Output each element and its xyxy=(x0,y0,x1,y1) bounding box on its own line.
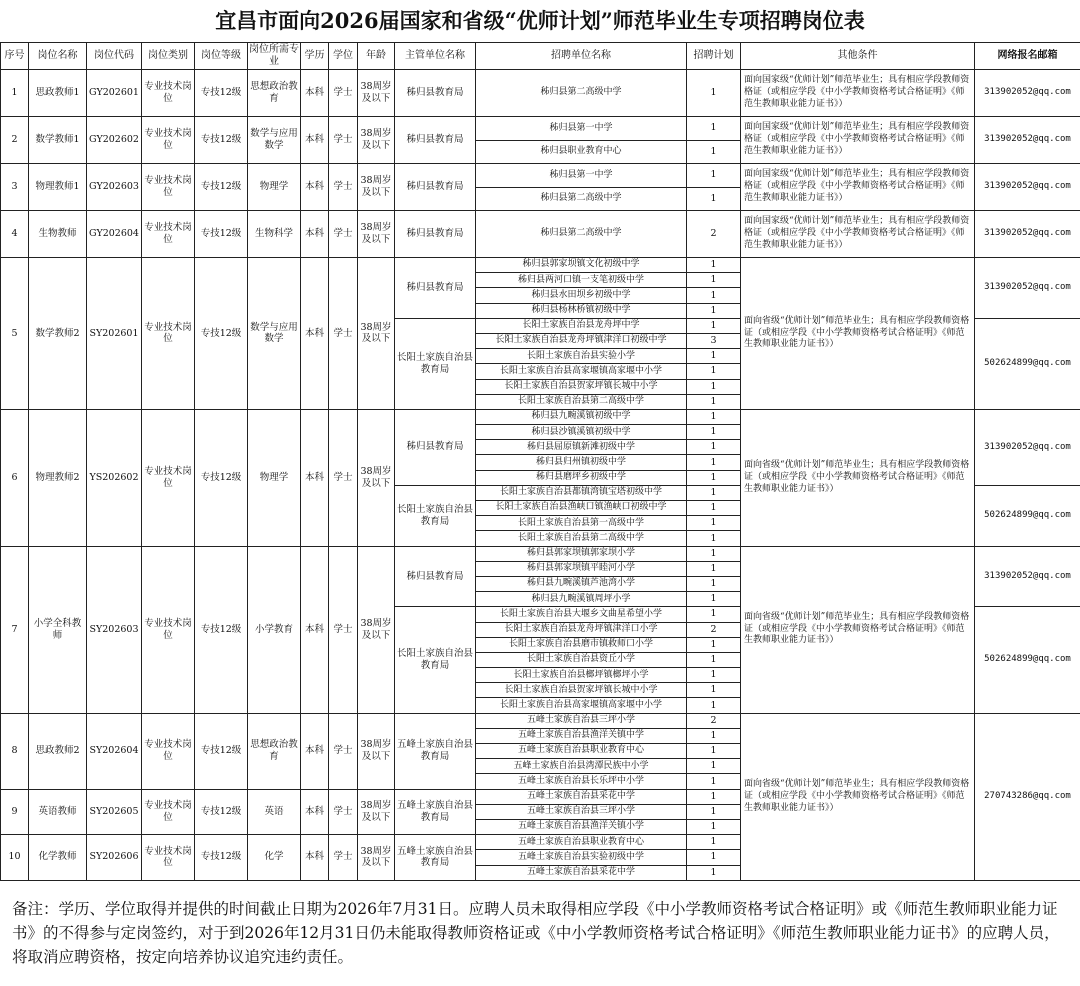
plan-count: 1 xyxy=(687,164,741,188)
table-row xyxy=(1,211,1080,258)
header-row xyxy=(1,43,1080,70)
post-age: 38周岁及以下 xyxy=(358,211,395,258)
post-category: 专业技术岗位 xyxy=(142,546,195,713)
post-degree: 学士 xyxy=(329,258,358,410)
post-no: 10 xyxy=(1,835,29,881)
employer-name: 秭归县水田坝乡初级中学 xyxy=(476,288,687,303)
header-age: 年龄 xyxy=(358,43,395,70)
post-no: 4 xyxy=(1,211,29,258)
employer-name: 长阳土家族自治县资丘小学 xyxy=(476,652,687,667)
plan-count: 1 xyxy=(687,804,741,819)
post-education: 本科 xyxy=(301,409,329,546)
department-name: 五峰土家族自治县教育局 xyxy=(395,835,476,881)
plan-count: 1 xyxy=(687,470,741,485)
department-name: 秭归县教育局 xyxy=(395,546,476,607)
header-no: 序号 xyxy=(1,43,29,70)
email: 313902052@qq.com xyxy=(975,258,1080,319)
employer-name: 长阳土家族自治县实验小学 xyxy=(476,349,687,364)
post-code: GY202602 xyxy=(87,117,142,164)
plan-count: 1 xyxy=(687,683,741,698)
email: 313902052@qq.com xyxy=(975,164,1080,211)
employer-name: 秭归县第一中学 xyxy=(476,164,687,188)
post-code: YS202602 xyxy=(87,409,142,546)
department-name: 长阳土家族自治县教育局 xyxy=(395,485,476,546)
other-conditions: 面向省级“优师计划”师范毕业生；具有相应学段教师资格证（或相应学段《中小学教师资格考试合格证明》《师范生教师职业能力证书》） xyxy=(741,409,975,546)
header-education: 学历 xyxy=(301,43,329,70)
table-row xyxy=(1,546,1080,561)
post-education: 本科 xyxy=(301,713,329,789)
plan-count: 1 xyxy=(687,409,741,424)
post-age: 38周岁及以下 xyxy=(358,546,395,713)
post-level: 专技12级 xyxy=(195,409,248,546)
email: 313902052@qq.com xyxy=(975,211,1080,258)
post-age: 38周岁及以下 xyxy=(358,713,395,789)
employer-name: 五峰土家族自治县渔洋关镇小学 xyxy=(476,819,687,834)
table-row xyxy=(1,70,1080,117)
plan-count: 1 xyxy=(687,652,741,667)
plan-count: 1 xyxy=(687,668,741,683)
plan-count: 1 xyxy=(687,379,741,394)
header-employer: 招聘单位名称 xyxy=(476,43,687,70)
table-row xyxy=(1,164,1080,188)
plan-count: 1 xyxy=(687,273,741,288)
post-category: 专业技术岗位 xyxy=(142,258,195,410)
post-name: 物理教师1 xyxy=(29,164,87,211)
post-code: GY202601 xyxy=(87,70,142,117)
email: 502624899@qq.com xyxy=(975,318,1080,409)
post-major: 数学与应用数学 xyxy=(248,117,301,164)
plan-count: 1 xyxy=(687,561,741,576)
employer-name: 秭归县第二高级中学 xyxy=(476,70,687,117)
post-category: 专业技术岗位 xyxy=(142,713,195,789)
plan-count: 1 xyxy=(687,698,741,713)
other-conditions: 面向国家级“优师计划”师范毕业生；具有相应学段教师资格证（或相应学段《中小学教师资格考试合格证明》《师范生教师职业能力证书》） xyxy=(741,211,975,258)
post-education: 本科 xyxy=(301,117,329,164)
post-level: 专技12级 xyxy=(195,713,248,789)
post-level: 专技12级 xyxy=(195,546,248,713)
post-major: 化学 xyxy=(248,835,301,881)
employer-name: 长阳土家族自治县渔峡口镇渔峡口初级中学 xyxy=(476,501,687,516)
post-degree: 学士 xyxy=(329,70,358,117)
post-code: GY202603 xyxy=(87,164,142,211)
post-code: SY202603 xyxy=(87,546,142,713)
post-name: 思政教师2 xyxy=(29,713,87,789)
plan-count: 1 xyxy=(687,440,741,455)
post-level: 专技12级 xyxy=(195,70,248,117)
employer-name: 秭归县第二高级中学 xyxy=(476,187,687,211)
email: 502624899@qq.com xyxy=(975,485,1080,546)
department-name: 秭归县教育局 xyxy=(395,409,476,485)
post-degree: 学士 xyxy=(329,546,358,713)
employer-name: 秭归县归州镇初级中学 xyxy=(476,455,687,470)
plan-count: 1 xyxy=(687,364,741,379)
post-age: 38周岁及以下 xyxy=(358,164,395,211)
employer-name: 长阳土家族自治县榔坪镇榔坪小学 xyxy=(476,668,687,683)
post-major: 生物科学 xyxy=(248,211,301,258)
plan-count: 1 xyxy=(687,728,741,743)
employer-name: 五峰土家族自治县三坪小学 xyxy=(476,804,687,819)
post-category: 专业技术岗位 xyxy=(142,70,195,117)
plan-count: 1 xyxy=(687,303,741,318)
employer-name: 秭归县郭家坝镇文化初级中学 xyxy=(476,258,687,273)
post-major: 数学与应用数学 xyxy=(248,258,301,410)
plan-count: 1 xyxy=(687,759,741,774)
post-age: 38周岁及以下 xyxy=(358,117,395,164)
plan-count: 1 xyxy=(687,501,741,516)
post-major: 思想政治教育 xyxy=(248,713,301,789)
header-conditions: 其他条件 xyxy=(741,43,975,70)
header-post-level: 岗位等级 xyxy=(195,43,248,70)
plan-count: 1 xyxy=(687,140,741,164)
employer-name: 秭归县两河口镇一支笔初级中学 xyxy=(476,273,687,288)
plan-count: 1 xyxy=(687,258,741,273)
employer-name: 长阳土家族自治县第一高级中学 xyxy=(476,516,687,531)
department-name: 长阳土家族自治县教育局 xyxy=(395,607,476,713)
other-conditions: 面向省级“优师计划”师范毕业生；具有相应学段教师资格证（或相应学段《中小学教师资格考试合格证明》《师范生教师职业能力证书》） xyxy=(741,713,975,880)
table-row xyxy=(1,713,1080,728)
post-major: 物理学 xyxy=(248,409,301,546)
post-level: 专技12级 xyxy=(195,117,248,164)
post-age: 38周岁及以下 xyxy=(358,835,395,881)
employer-name: 秭归县郭家坝镇平睦河小学 xyxy=(476,561,687,576)
other-conditions: 面向省级“优师计划”师范毕业生；具有相应学段教师资格证（或相应学段《中小学教师资格考试合格证明》《师范生教师职业能力证书》） xyxy=(741,546,975,713)
plan-count: 1 xyxy=(687,774,741,789)
post-education: 本科 xyxy=(301,835,329,881)
email: 313902052@qq.com xyxy=(975,70,1080,117)
post-degree: 学士 xyxy=(329,117,358,164)
plan-count: 1 xyxy=(687,288,741,303)
plan-count: 1 xyxy=(687,637,741,652)
employer-name: 五峰土家族自治县三坪小学 xyxy=(476,713,687,728)
post-name: 物理教师2 xyxy=(29,409,87,546)
post-no: 7 xyxy=(1,546,29,713)
other-conditions: 面向省级“优师计划”师范毕业生；具有相应学段教师资格证（或相应学段《中小学教师资格考试合格证明》《师范生教师职业能力证书》） xyxy=(741,258,975,410)
post-level: 专技12级 xyxy=(195,789,248,835)
post-degree: 学士 xyxy=(329,409,358,546)
department-name: 秭归县教育局 xyxy=(395,117,476,164)
employer-name: 长阳土家族自治县都镇湾镇宝塔初级中学 xyxy=(476,485,687,500)
header-degree: 学位 xyxy=(329,43,358,70)
plan-count: 1 xyxy=(687,531,741,546)
email: 270743286@qq.com xyxy=(975,713,1080,880)
post-major: 思想政治教育 xyxy=(248,70,301,117)
other-conditions: 面向国家级“优师计划”师范毕业生；具有相应学段教师资格证（或相应学段《中小学教师资格考试合格证明》《师范生教师职业能力证书》） xyxy=(741,70,975,117)
plan-count: 1 xyxy=(687,349,741,364)
employer-name: 秭归县磨坪乡初级中学 xyxy=(476,470,687,485)
plan-count: 1 xyxy=(687,516,741,531)
post-name: 数学教师1 xyxy=(29,117,87,164)
department-name: 秭归县教育局 xyxy=(395,211,476,258)
post-code: SY202606 xyxy=(87,835,142,881)
table-row xyxy=(1,409,1080,424)
employer-name: 秭归县九畹溪镇初级中学 xyxy=(476,409,687,424)
post-age: 38周岁及以下 xyxy=(358,258,395,410)
plan-count: 1 xyxy=(687,744,741,759)
post-name: 思政教师1 xyxy=(29,70,87,117)
plan-count: 1 xyxy=(687,592,741,607)
header-post-code: 岗位代码 xyxy=(87,43,142,70)
post-category: 专业技术岗位 xyxy=(142,211,195,258)
employer-name: 长阳土家族自治县第二高级中学 xyxy=(476,394,687,409)
employer-name: 秭归县第一中学 xyxy=(476,117,687,141)
employer-name: 秭归县杨林桥镇初级中学 xyxy=(476,303,687,318)
post-name: 生物教师 xyxy=(29,211,87,258)
post-age: 38周岁及以下 xyxy=(358,70,395,117)
post-education: 本科 xyxy=(301,546,329,713)
post-category: 专业技术岗位 xyxy=(142,117,195,164)
employer-name: 五峰土家族自治县采花中学 xyxy=(476,865,687,880)
employer-name: 五峰土家族自治县实验初级中学 xyxy=(476,850,687,865)
email: 502624899@qq.com xyxy=(975,607,1080,713)
post-code: GY202604 xyxy=(87,211,142,258)
post-level: 专技12级 xyxy=(195,258,248,410)
post-education: 本科 xyxy=(301,789,329,835)
footnote: 备注：学历、学位取得并提供的时间截止日期为2026年7月31日。应聘人员未取得相应学段《中小学教师资格考试合格证明》或《师范生教师职业能力证书》的不得参与定岗签约，对于到2026年12月31日仍未能取得教师资格证或《中小学教师资格考试合格证明》《师范生教师职业能力证书》的应聘人员，将取消应聘资格，按定向培养协议追究违约责任。 xyxy=(12,899,1060,966)
other-conditions: 面向国家级“优师计划”师范毕业生；具有相应学段教师资格证（或相应学段《中小学教师资格考试合格证明》《师范生教师职业能力证书》） xyxy=(741,164,975,211)
page-title: 宜昌市面向2026届国家和省级“优师计划”师范毕业生专项招聘岗位表 xyxy=(215,8,865,33)
employer-name: 秭归县屈原镇新滩初级中学 xyxy=(476,440,687,455)
header-department: 主管单位名称 xyxy=(395,43,476,70)
post-no: 2 xyxy=(1,117,29,164)
employer-name: 长阳土家族自治县龙舟坪中学 xyxy=(476,318,687,333)
plan-count: 2 xyxy=(687,622,741,637)
employer-name: 长阳土家族自治县龙舟坪镇津洋口初级中学 xyxy=(476,333,687,348)
email: 313902052@qq.com xyxy=(975,117,1080,164)
employer-name: 秭归县郭家坝镇郭家坝小学 xyxy=(476,546,687,561)
plan-count: 1 xyxy=(687,70,741,117)
plan-count: 2 xyxy=(687,211,741,258)
post-no: 9 xyxy=(1,789,29,835)
plan-count: 3 xyxy=(687,333,741,348)
plan-count: 1 xyxy=(687,455,741,470)
email: 313902052@qq.com xyxy=(975,546,1080,607)
employer-name: 长阳土家族自治县高家堰镇高家堰中小学 xyxy=(476,698,687,713)
post-education: 本科 xyxy=(301,211,329,258)
post-no: 6 xyxy=(1,409,29,546)
post-no: 1 xyxy=(1,70,29,117)
header-email: 网络报名邮箱 xyxy=(975,43,1080,70)
plan-count: 1 xyxy=(687,607,741,622)
post-major: 英语 xyxy=(248,789,301,835)
post-education: 本科 xyxy=(301,164,329,211)
department-name: 秭归县教育局 xyxy=(395,164,476,211)
employer-name: 五峰土家族自治县湾潭民族中小学 xyxy=(476,759,687,774)
header-plan: 招聘计划 xyxy=(687,43,741,70)
plan-count: 1 xyxy=(687,576,741,591)
department-name: 秭归县教育局 xyxy=(395,258,476,319)
employer-name: 秭归县九畹溪镇周坪小学 xyxy=(476,592,687,607)
plan-count: 1 xyxy=(687,546,741,561)
department-name: 五峰土家族自治县教育局 xyxy=(395,789,476,835)
plan-count: 1 xyxy=(687,394,741,409)
employer-name: 秭归县职业教育中心 xyxy=(476,140,687,164)
employer-name: 五峰土家族自治县职业教育中心 xyxy=(476,744,687,759)
department-name: 五峰土家族自治县教育局 xyxy=(395,713,476,789)
post-category: 专业技术岗位 xyxy=(142,164,195,211)
employer-name: 秭归县沙镇溪镇初级中学 xyxy=(476,425,687,440)
post-age: 38周岁及以下 xyxy=(358,409,395,546)
plan-count: 1 xyxy=(687,117,741,141)
post-level: 专技12级 xyxy=(195,835,248,881)
plan-count: 1 xyxy=(687,819,741,834)
post-category: 专业技术岗位 xyxy=(142,789,195,835)
post-major: 小学教育 xyxy=(248,546,301,713)
post-age: 38周岁及以下 xyxy=(358,789,395,835)
post-name: 数学教师2 xyxy=(29,258,87,410)
post-degree: 学士 xyxy=(329,789,358,835)
post-level: 专技12级 xyxy=(195,164,248,211)
employer-name: 五峰土家族自治县渔洋关镇中学 xyxy=(476,728,687,743)
post-major: 物理学 xyxy=(248,164,301,211)
post-category: 专业技术岗位 xyxy=(142,835,195,881)
plan-count: 1 xyxy=(687,835,741,850)
other-conditions: 面向国家级“优师计划”师范毕业生；具有相应学段教师资格证（或相应学段《中小学教师资格考试合格证明》《师范生教师职业能力证书》） xyxy=(741,117,975,164)
plan-count: 1 xyxy=(687,187,741,211)
employer-name: 五峰土家族自治县职业教育中心 xyxy=(476,835,687,850)
plan-count: 1 xyxy=(687,425,741,440)
plan-count: 1 xyxy=(687,789,741,804)
employer-name: 长阳土家族自治县磨市镇救师口小学 xyxy=(476,637,687,652)
header-major: 岗位所需专业 xyxy=(248,43,301,70)
post-category: 专业技术岗位 xyxy=(142,409,195,546)
employer-name: 长阳土家族自治县第二高级中学 xyxy=(476,531,687,546)
email: 313902052@qq.com xyxy=(975,409,1080,485)
post-education: 本科 xyxy=(301,258,329,410)
employer-name: 五峰土家族自治县采花中学 xyxy=(476,789,687,804)
plan-count: 1 xyxy=(687,850,741,865)
plan-count: 1 xyxy=(687,865,741,880)
employer-name: 长阳土家族自治县龙舟坪镇津洋口小学 xyxy=(476,622,687,637)
plan-count: 1 xyxy=(687,485,741,500)
employer-name: 长阳土家族自治县贺家坪镇长城中小学 xyxy=(476,683,687,698)
department-name: 秭归县教育局 xyxy=(395,70,476,117)
department-name: 长阳土家族自治县教育局 xyxy=(395,318,476,409)
employer-name: 秭归县第二高级中学 xyxy=(476,211,687,258)
post-degree: 学士 xyxy=(329,211,358,258)
table-row xyxy=(1,117,1080,141)
plan-count: 2 xyxy=(687,713,741,728)
post-no: 3 xyxy=(1,164,29,211)
recruitment-table xyxy=(0,42,1080,881)
post-no: 8 xyxy=(1,713,29,789)
post-education: 本科 xyxy=(301,70,329,117)
post-degree: 学士 xyxy=(329,835,358,881)
post-code: SY202605 xyxy=(87,789,142,835)
post-no: 5 xyxy=(1,258,29,410)
plan-count: 1 xyxy=(687,318,741,333)
post-name: 化学教师 xyxy=(29,835,87,881)
post-name: 英语教师 xyxy=(29,789,87,835)
employer-name: 五峰土家族自治县长乐坪中小学 xyxy=(476,774,687,789)
table-row xyxy=(1,258,1080,273)
employer-name: 长阳土家族自治县大堰乡文曲星希望小学 xyxy=(476,607,687,622)
header-post-category: 岗位类别 xyxy=(142,43,195,70)
post-degree: 学士 xyxy=(329,164,358,211)
header-post-name: 岗位名称 xyxy=(29,43,87,70)
post-name: 小学全科教师 xyxy=(29,546,87,713)
post-degree: 学士 xyxy=(329,713,358,789)
post-code: SY202604 xyxy=(87,713,142,789)
employer-name: 长阳土家族自治县高家堰镇高家堰中小学 xyxy=(476,364,687,379)
post-code: SY202601 xyxy=(87,258,142,410)
post-level: 专技12级 xyxy=(195,211,248,258)
employer-name: 秭归县九畹溪镇芦池湾小学 xyxy=(476,576,687,591)
employer-name: 长阳土家族自治县贺家坪镇长城中小学 xyxy=(476,379,687,394)
